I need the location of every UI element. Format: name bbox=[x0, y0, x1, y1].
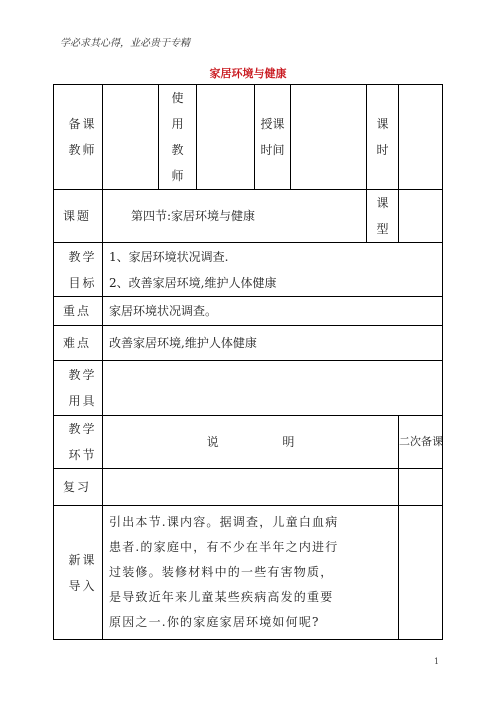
intro-label-line2: 导入 bbox=[68, 578, 97, 593]
topic-value: 第四节:家居环境与健康 bbox=[103, 190, 367, 243]
tools-label-line1: 教学 bbox=[68, 368, 97, 382]
intro-label-line1: 新课 bbox=[68, 552, 97, 567]
phase-label bbox=[54, 416, 103, 469]
key-value: 家居环境状况调查。 bbox=[103, 297, 443, 326]
difficulty-value: 改善家居环境,维护人体健康 bbox=[103, 326, 443, 361]
goal-item: 2、改善家居环境,维护人体健康 bbox=[109, 275, 277, 290]
goal-item: 1、家居环境状况调查. bbox=[109, 249, 229, 264]
teacher-value bbox=[103, 85, 159, 190]
row-goals bbox=[54, 243, 443, 297]
teacher-label-line2: 教师 bbox=[68, 143, 97, 157]
hours-label-line2: 时 bbox=[376, 143, 389, 157]
user-label-line1: 使 bbox=[171, 91, 184, 105]
review-second-prep bbox=[399, 469, 443, 506]
row-tools bbox=[54, 361, 443, 416]
tools-label-line2: 用具 bbox=[68, 394, 97, 408]
intro-label bbox=[54, 506, 103, 640]
row-key bbox=[54, 297, 443, 326]
header-motto: 学必求其心得，业必贵于专精 bbox=[60, 38, 190, 49]
page-number: 1 bbox=[434, 657, 440, 666]
row-intro bbox=[54, 506, 443, 640]
tools-value bbox=[103, 361, 443, 416]
user-teacher-label bbox=[159, 85, 197, 190]
user-label-line4: 师 bbox=[171, 169, 184, 183]
teacher-label bbox=[54, 85, 103, 190]
hours-value bbox=[399, 85, 443, 190]
phase-label-line2: 环节 bbox=[68, 448, 97, 462]
row-difficulty bbox=[54, 326, 443, 361]
hours-label-line1: 课 bbox=[376, 117, 389, 131]
intro-line: 引出本节.课内容。据调查，儿童白血病 bbox=[109, 515, 339, 529]
user-label-line2: 用 bbox=[171, 117, 184, 131]
type-value bbox=[399, 190, 443, 243]
intro-line: 是导致近年来儿童某些疾病高发的重要 bbox=[109, 590, 334, 604]
intro-line: 原因之一.你的家庭家居环境如何呢? bbox=[109, 615, 320, 629]
goal-label-line1: 教学 bbox=[68, 249, 97, 264]
hours-label bbox=[367, 85, 399, 190]
intro-second-prep bbox=[399, 506, 443, 640]
time-value bbox=[291, 85, 367, 190]
review-content bbox=[103, 469, 399, 506]
tools-label bbox=[54, 361, 103, 416]
time-label-line2: 时间 bbox=[260, 143, 285, 157]
explain-header: 说 明 bbox=[103, 416, 399, 469]
row-phase-header bbox=[54, 416, 443, 469]
second-prep-header: 二次备课 bbox=[399, 416, 443, 469]
user-teacher-value bbox=[197, 85, 255, 190]
time-label bbox=[255, 85, 291, 190]
row-review bbox=[54, 469, 443, 506]
document-title: 家居环境与健康 bbox=[209, 67, 287, 80]
row-topic bbox=[54, 190, 443, 243]
type-label-line2: 型 bbox=[376, 222, 389, 236]
phase-label-line1: 教学 bbox=[68, 422, 97, 436]
goal-items bbox=[103, 243, 443, 297]
intro-content bbox=[103, 506, 399, 640]
lesson-plan-table bbox=[53, 84, 443, 640]
teacher-label-line1: 备课 bbox=[68, 117, 97, 131]
topic-label: 课题 bbox=[54, 190, 103, 243]
intro-line: 患者.的家庭中，有不少在半年之内进行 bbox=[109, 540, 339, 554]
difficulty-label: 难点 bbox=[54, 326, 103, 361]
time-label-line1: 授课 bbox=[260, 117, 285, 131]
intro-line: 过装修。装修材料中的一些有害物质， bbox=[109, 565, 334, 579]
type-label-line1: 课 bbox=[376, 196, 389, 210]
row-teacher-time bbox=[54, 85, 443, 190]
user-label-line3: 教 bbox=[171, 143, 184, 157]
type-label bbox=[367, 190, 399, 243]
goal-label bbox=[54, 243, 103, 297]
goal-label-line2: 目标 bbox=[68, 275, 97, 290]
review-label: 复习 bbox=[54, 469, 103, 506]
key-label: 重点 bbox=[54, 297, 103, 326]
